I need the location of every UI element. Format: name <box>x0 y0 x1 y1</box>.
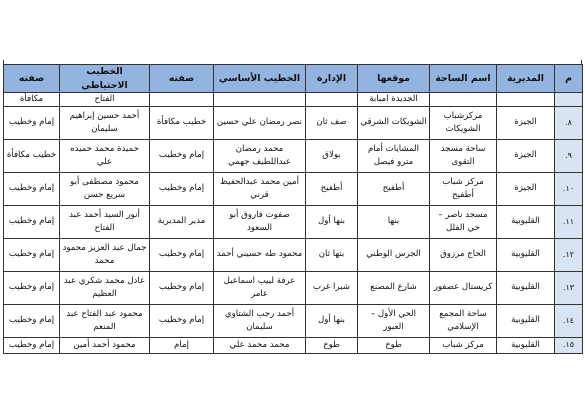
row-directorate: القليوبية <box>497 238 555 271</box>
row-location: الشويكات الشرقي <box>358 106 430 139</box>
row-main-role: خطيب مكافأة <box>150 106 214 139</box>
row-location: المشايات أمام مترو فيصل <box>358 139 430 172</box>
row-main-role: مدير المديرية <box>150 205 214 238</box>
row-main-role: إمام وخطيب <box>150 238 214 271</box>
row-directorate: القليوبية <box>497 337 555 353</box>
row-location: الحي الأول – العبور <box>358 304 430 337</box>
row-square <box>430 93 497 106</box>
row-num: ١٢. <box>555 238 583 271</box>
row-directorate: القليوبية <box>497 271 555 304</box>
row-square: الحاج مرزوق <box>430 238 497 271</box>
row-num: ١٥. <box>555 337 583 353</box>
row-directorate: الجيزة <box>497 106 555 139</box>
row-reserve-role: إمام وخطيب <box>4 172 60 205</box>
row-admin: أطفيح <box>306 172 358 205</box>
row-square: ساحة مسجد التقوى <box>430 139 497 172</box>
row-location: الجرس الوطني <box>358 238 430 271</box>
row-num: ١٠. <box>555 172 583 205</box>
row-square: ساحة المجمع الإسلامي <box>430 304 497 337</box>
row-main-role <box>150 93 214 106</box>
row-square: مركز شباب <box>430 337 497 353</box>
table-row <box>4 205 583 238</box>
row-reserve-role: إمام وخطيب <box>4 205 60 238</box>
row-main-preacher <box>214 93 306 106</box>
row-reserve-preacher: أحمد حسين إبراهيم سليمان <box>60 106 150 139</box>
row-location: بنها <box>358 205 430 238</box>
header-num: م <box>555 65 583 93</box>
row-main-role: إمام <box>150 337 214 353</box>
header-row <box>4 65 583 93</box>
row-main-preacher: عرفة لبيب اسماعيل عامر <box>214 271 306 304</box>
row-square: مركزشباب الشويكات <box>430 106 497 139</box>
row-admin: بنها أول <box>306 304 358 337</box>
row-reserve-preacher: محمود عبد الفتاح عبد المنعم <box>60 304 150 337</box>
row-main-role: إمام وخطيب <box>150 304 214 337</box>
row-directorate: الجيزة <box>497 172 555 205</box>
row-reserve-preacher: محمود أحمد أمين <box>60 337 150 353</box>
table-row <box>4 106 583 139</box>
row-admin: بنها أول <box>306 205 358 238</box>
row-reserve-preacher: حميدة محمد حميده علي <box>60 139 150 172</box>
row-directorate <box>497 93 555 106</box>
table-row <box>4 139 583 172</box>
row-main-preacher: أحمد رجب الشتاوي سليمان <box>214 304 306 337</box>
row-admin: بنها ثان <box>306 238 358 271</box>
row-reserve-preacher: جمال عبد العزيز محمود محمد <box>60 238 150 271</box>
header-location: موقعها <box>358 65 430 93</box>
row-location: الجديدة امبابة <box>358 93 430 106</box>
schedule-table <box>3 64 583 354</box>
row-location: شارع المصنع <box>358 271 430 304</box>
row-num <box>555 93 583 106</box>
table-row <box>4 337 583 353</box>
row-reserve-preacher: الفتاح <box>60 93 150 106</box>
row-main-role: إمام وخطيب <box>150 139 214 172</box>
row-main-preacher: أمين محمد عبدالحفيظ قرني <box>214 172 306 205</box>
row-num: ١٣. <box>555 271 583 304</box>
row-main-preacher: محمد رمضان عبداللطيف جهمي <box>214 139 306 172</box>
row-reserve-preacher: عادل محمد شكري عبد العظيم <box>60 271 150 304</box>
row-num: ٨. <box>555 106 583 139</box>
row-reserve-preacher: أنور السيد أحمد عبد الفتاح <box>60 205 150 238</box>
header-main-role: صفته <box>150 65 214 93</box>
row-reserve-preacher: محمود مصطفى أبو سريع حسن <box>60 172 150 205</box>
row-num: ١٤. <box>555 304 583 337</box>
row-main-role: إمام وخطيب <box>150 271 214 304</box>
header-main-preacher: الخطيب الأساسي <box>214 65 306 93</box>
row-square: كريستال عصفور <box>430 271 497 304</box>
row-admin: صف ثان <box>306 106 358 139</box>
row-location: أطفيح <box>358 172 430 205</box>
header-directorate: المديرية <box>497 65 555 93</box>
row-reserve-role: إمام وخطيب <box>4 337 60 353</box>
table-row <box>4 271 583 304</box>
table-row <box>4 304 583 337</box>
header-reserve-role: صفته <box>4 65 60 93</box>
row-num: ٩. <box>555 139 583 172</box>
header-square: اسم الساحة <box>430 65 497 93</box>
row-admin <box>306 93 358 106</box>
table-row <box>4 172 583 205</box>
row-square: مسجد ناصر – حي الفلل <box>430 205 497 238</box>
row-main-preacher: نصر رمضان علي حسين <box>214 106 306 139</box>
row-reserve-role: إمام وخطيب <box>4 106 60 139</box>
row-directorate: القليوبية <box>497 205 555 238</box>
table-row <box>4 238 583 271</box>
row-main-role: إمام وخطيب <box>150 172 214 205</box>
row-reserve-role: مكافأة <box>4 93 60 106</box>
row-main-preacher: صفوت فاروق أبو السعود <box>214 205 306 238</box>
row-admin: شبرا غرب <box>306 271 358 304</box>
row-main-preacher: محمود طه حسيني أحمد <box>214 238 306 271</box>
row-reserve-role: خطيب مكافأة <box>4 139 60 172</box>
row-reserve-role: إمام وخطيب <box>4 271 60 304</box>
row-num: ١١. <box>555 205 583 238</box>
row-square: مركز شباب أطفيح <box>430 172 497 205</box>
row-admin: بولاق <box>306 139 358 172</box>
row-directorate: الجيزة <box>497 139 555 172</box>
header-reserve-preacher: الخطيب الاحتياطي <box>60 65 150 93</box>
row-reserve-role: إمام وخطيب <box>4 238 60 271</box>
header-admin: الإدارة <box>306 65 358 93</box>
row-admin: طوخ <box>306 337 358 353</box>
row-directorate: القليوبية <box>497 304 555 337</box>
row-reserve-role: إمام وخطيب <box>4 304 60 337</box>
table-row <box>4 93 583 106</box>
row-location: طوخ <box>358 337 430 353</box>
row-main-preacher: محمد محمد علي <box>214 337 306 353</box>
